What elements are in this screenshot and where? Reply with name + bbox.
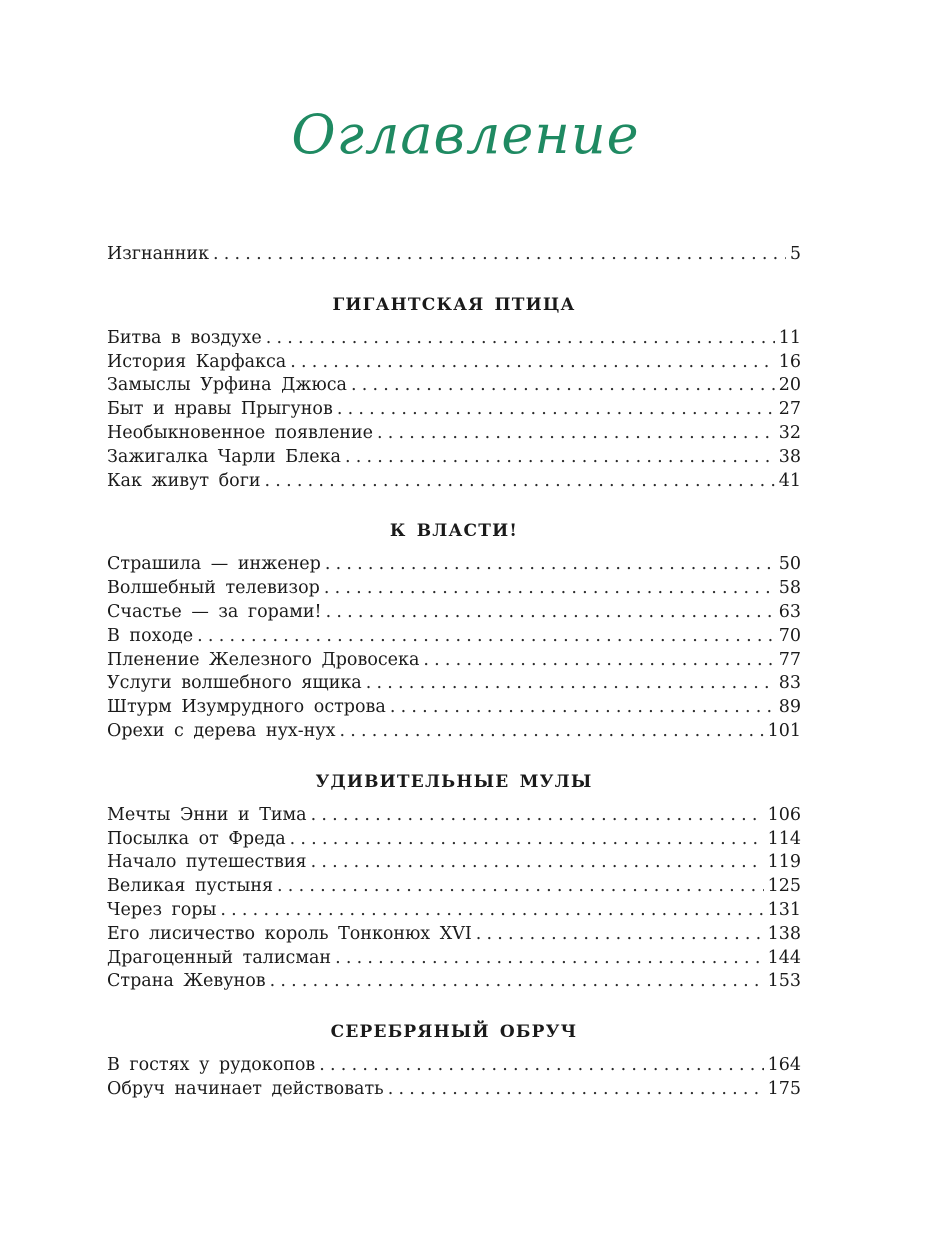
section-heading: К ВЛАСТИ! (389, 521, 519, 542)
dot-leader (337, 398, 775, 422)
dot-leader (266, 327, 775, 351)
toc-entry[interactable] (107, 577, 801, 601)
table-of-contents (107, 243, 801, 1102)
entry-title: В походе (107, 625, 194, 646)
dot-leader (319, 1054, 763, 1078)
page-title: Оглавление (291, 103, 640, 166)
entry-page-number: 106 (767, 804, 801, 825)
entry-page-number: 77 (778, 649, 801, 670)
toc-entry[interactable] (107, 720, 801, 744)
dot-leader (220, 899, 763, 923)
entry-title: Мечты Энни и Тима (107, 804, 307, 825)
entry-title: Пленение Железного Дровосека (107, 649, 420, 670)
entry-page-number: 119 (767, 852, 801, 873)
section-heading: УДИВИТЕЛЬНЫЕ МУЛЫ (315, 771, 593, 792)
entry-page-number: 58 (778, 578, 801, 599)
entry-page-number: 83 (778, 673, 801, 694)
entry-page-number: 63 (778, 601, 801, 622)
entry-title: Волшебный телевизор (107, 578, 320, 599)
dot-leader (311, 851, 764, 875)
entry-page-number: 27 (778, 399, 801, 420)
entry-page-number: 20 (778, 375, 801, 396)
dot-leader (339, 720, 763, 744)
toc-entry[interactable] (107, 649, 801, 673)
dot-leader (476, 923, 764, 947)
entry-page-number: 70 (778, 625, 801, 646)
entry-title: Орехи с дерева нух-нух (107, 720, 336, 741)
toc-entry[interactable] (107, 351, 801, 375)
dot-leader (366, 672, 775, 696)
dot-leader (325, 553, 775, 577)
dot-leader (324, 577, 775, 601)
dot-leader (265, 470, 775, 494)
entry-page-number: 144 (767, 947, 801, 968)
entry-page-number: 16 (778, 351, 801, 372)
toc-entry[interactable] (107, 327, 801, 351)
dot-leader (388, 1078, 764, 1102)
entry-title: Зажигалка Чарли Блека (107, 446, 341, 467)
toc-entry[interactable] (107, 1054, 801, 1078)
toc-entry[interactable] (107, 553, 801, 577)
section-heading: СЕРЕБРЯНЫЙ ОБРУЧ (330, 1022, 578, 1043)
entry-page-number: 175 (767, 1078, 801, 1099)
toc-entry[interactable] (107, 1078, 801, 1102)
entry-title: Начало путешествия (107, 852, 307, 873)
dot-leader (290, 828, 764, 852)
dot-leader (311, 804, 764, 828)
entry-title: В гостях у рудокопов (107, 1055, 316, 1076)
toc-entry[interactable] (107, 422, 801, 446)
section-heading: ГИГАНТСКАЯ ПТИЦА (332, 294, 576, 315)
entry-title: Штурм Изумрудного острова (107, 697, 386, 718)
toc-entry[interactable] (107, 923, 801, 947)
toc-entry[interactable] (107, 696, 801, 720)
entry-page-number: 101 (767, 720, 801, 741)
dot-leader (213, 243, 786, 267)
dot-leader (326, 601, 775, 625)
entry-title: Его лисичество король Тонконюх XVI (107, 923, 472, 944)
toc-entry[interactable] (107, 899, 801, 923)
toc-entry[interactable] (107, 601, 801, 625)
toc-entry[interactable] (107, 470, 801, 494)
toc-entry[interactable] (107, 374, 801, 398)
entry-page-number: 5 (789, 244, 801, 264)
entry-page-number: 89 (778, 697, 801, 718)
entry-page-number: 50 (778, 554, 801, 575)
toc-entry[interactable] (107, 398, 801, 422)
entry-page-number: 32 (778, 422, 801, 443)
dot-leader (423, 649, 774, 673)
entry-title: Быт и нравы Прыгунов (107, 399, 333, 420)
entry-title: Великая пустыня (107, 876, 274, 897)
entry-page-number: 38 (778, 446, 801, 467)
entry-title: Страна Жевунов (107, 971, 266, 992)
dot-leader (197, 625, 775, 649)
entry-title: Через горы (107, 899, 217, 920)
entry-page-number: 131 (767, 899, 801, 920)
toc-entry[interactable] (107, 672, 801, 696)
dot-leader (335, 947, 764, 971)
toc-entry-intro[interactable] (107, 243, 801, 267)
entry-title: Битва в воздухе (107, 327, 262, 348)
entry-title: Обруч начинает действовать (107, 1078, 384, 1099)
entry-page-number: 153 (767, 971, 801, 992)
entry-page-number: 114 (767, 828, 801, 849)
toc-entry[interactable] (107, 446, 801, 470)
entry-page-number: 138 (767, 923, 801, 944)
entry-page-number: 125 (767, 876, 801, 897)
toc-entry[interactable] (107, 828, 801, 852)
entry-page-number: 11 (778, 327, 801, 348)
entry-title: Драгоценный талисман (107, 947, 332, 968)
entry-title: История Карфакса (107, 351, 287, 372)
dot-leader (277, 875, 764, 899)
entry-title: Изгнанник (107, 244, 210, 264)
dot-leader (345, 446, 775, 470)
entry-title: Как живут боги (107, 470, 261, 491)
dot-leader (351, 374, 775, 398)
dot-leader (390, 696, 775, 720)
dot-leader (377, 422, 775, 446)
dot-leader (270, 970, 764, 994)
toc-entry[interactable] (107, 851, 801, 875)
dot-leader (290, 351, 774, 375)
toc-entry[interactable] (107, 875, 801, 899)
entry-page-number: 164 (767, 1055, 801, 1076)
entry-title: Замыслы Урфина Джюса (107, 375, 347, 396)
entry-title: Услуги волшебного ящика (107, 673, 362, 694)
entry-title: Необыкновенное появление (107, 422, 373, 443)
toc-entry[interactable] (107, 970, 801, 994)
entry-title: Счастье — за горами! (107, 601, 322, 622)
toc-entry[interactable] (107, 804, 801, 828)
entry-page-number: 41 (778, 470, 801, 491)
toc-entry[interactable] (107, 625, 801, 649)
entry-title: Страшила — инженер (107, 554, 321, 575)
entry-title: Посылка от Фреда (107, 828, 286, 849)
toc-entry[interactable] (107, 947, 801, 971)
